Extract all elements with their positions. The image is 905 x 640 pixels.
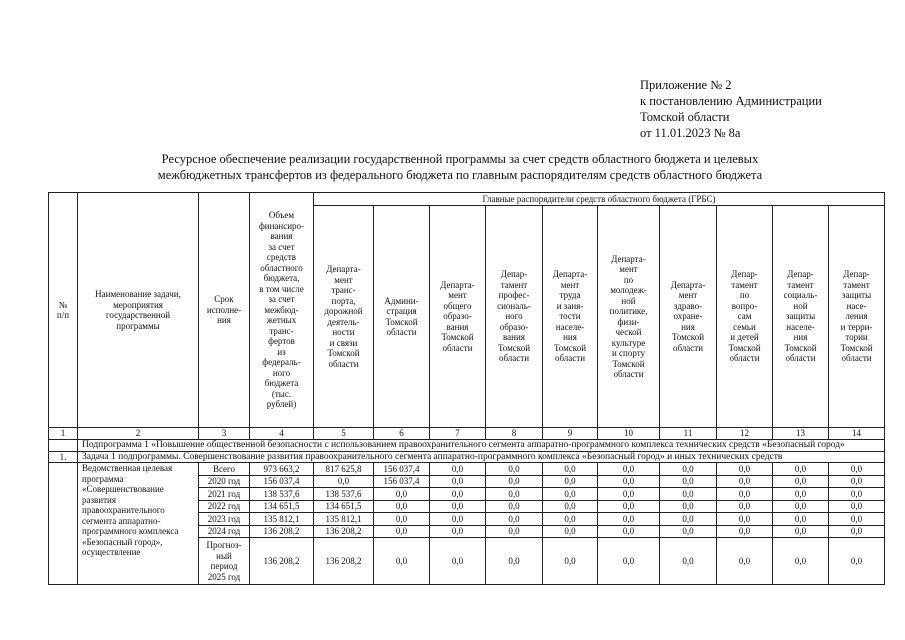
value-cell: 0,0 — [598, 488, 660, 501]
header-grbs: Департа- мент здраво- охране- ния Томской области — [660, 206, 717, 428]
value-cell: 0,0 — [660, 525, 717, 538]
task-number: 1. — [49, 451, 78, 463]
header-grbs: Департа- мент по молодеж- ной политике, физи- ческой культуре и спорту Томской области — [598, 206, 660, 428]
volume-cell: 156 037,4 — [250, 475, 314, 488]
term-cell: 2024 год — [199, 525, 250, 538]
value-cell: 0,0 — [660, 513, 717, 526]
value-cell: 0,0 — [717, 525, 773, 538]
value-cell: 0,0 — [543, 538, 598, 585]
value-cell: 0,0 — [829, 525, 885, 538]
value-cell: 0,0 — [773, 538, 829, 585]
header-grbs: Депар- тамент защиты насе- ления и терри- тории Томской области — [829, 206, 885, 428]
term-cell: 2021 год — [199, 488, 250, 501]
term-cell: Прогноз- ный период 2025 год — [199, 538, 250, 585]
value-cell: 0,0 — [543, 525, 598, 538]
appendix-line: Томской области — [640, 110, 730, 124]
volume-cell: 136 208,2 — [250, 538, 314, 585]
table-row — [49, 463, 885, 476]
term-cell: 2023 год — [199, 513, 250, 526]
value-cell: 0,0 — [430, 488, 486, 501]
value-cell: 0,0 — [773, 488, 829, 501]
value-cell: 0,0 — [717, 463, 773, 476]
column-number: 14 — [829, 428, 885, 440]
value-cell: 0,0 — [598, 500, 660, 513]
value-cell: 0,0 — [486, 500, 543, 513]
value-cell: 0,0 — [543, 500, 598, 513]
value-cell: 0,0 — [543, 463, 598, 476]
value-cell: 0,0 — [773, 475, 829, 488]
value-cell: 0,0 — [829, 513, 885, 526]
value-cell: 0,0 — [543, 513, 598, 526]
value-cell: 0,0 — [486, 463, 543, 476]
value-cell: 0,0 — [717, 538, 773, 585]
value-cell: 136 208,2 — [314, 525, 374, 538]
value-cell: 0,0 — [543, 475, 598, 488]
value-cell: 0,0 — [430, 463, 486, 476]
volume-cell: 136 208,2 — [250, 525, 314, 538]
value-cell: 0,0 — [486, 525, 543, 538]
header-name: Наименование задачи, мероприятия государственной программы — [78, 193, 199, 428]
value-cell: 0,0 — [314, 475, 374, 488]
column-number: 4 — [250, 428, 314, 440]
header-grbs-group: Главные распорядители средств областного бюджета (ГРБС) — [314, 193, 885, 206]
header-volume: Объем финансиро- вания за счет средств областного бюджета, в том числе за счет межбюд- жетных транс- фертов из федераль- ного бюджета (тыс. рублей) — [250, 193, 314, 428]
value-cell: 0,0 — [717, 488, 773, 501]
column-number: 6 — [374, 428, 430, 440]
value-cell: 0,0 — [598, 463, 660, 476]
value-cell: 0,0 — [543, 488, 598, 501]
header-grbs: Админи- страция Томской области — [374, 206, 430, 428]
value-cell: 0,0 — [829, 488, 885, 501]
value-cell: 138 537,6 — [314, 488, 374, 501]
value-cell: 0,0 — [598, 513, 660, 526]
value-cell: 0,0 — [374, 513, 430, 526]
value-cell: 156 037,4 — [374, 475, 430, 488]
value-cell: 0,0 — [486, 475, 543, 488]
appendix-line: к постановлению Администрации — [640, 94, 822, 108]
title-line: Ресурсное обеспечение реализации государственной программы за счет средств областного бюджета и целевых — [161, 152, 759, 166]
value-cell: 0,0 — [430, 475, 486, 488]
value-cell: 0,0 — [598, 538, 660, 585]
value-cell: 0,0 — [717, 513, 773, 526]
term-cell: Всего — [199, 463, 250, 476]
header-num: № п/п — [49, 193, 78, 428]
value-cell: 0,0 — [773, 525, 829, 538]
value-cell: 0,0 — [660, 488, 717, 501]
value-cell: 817 625,8 — [314, 463, 374, 476]
header-grbs: Департа- мент общего образо- вания Томской области — [430, 206, 486, 428]
header-term: Срок исполне- ния — [199, 193, 250, 428]
value-cell: 0,0 — [829, 538, 885, 585]
value-cell: 0,0 — [374, 525, 430, 538]
volume-cell: 973 663,2 — [250, 463, 314, 476]
value-cell: 0,0 — [773, 463, 829, 476]
task-row: Задача 1 подпрограммы. Совершенствование развития правоохранительного сегмента аппаратно-программного комплекса «Безопасный город» и иных технических средств — [78, 451, 885, 463]
volume-cell: 134 651,5 — [250, 500, 314, 513]
subprogram-row: Подпрограмма 1 «Повышение общественной безопасности с использованием правоохранительного сегмента аппаратно-программного комплекса технических средств «Безопасный город» — [78, 440, 885, 452]
column-number: 11 — [660, 428, 717, 440]
value-cell: 0,0 — [660, 538, 717, 585]
column-number: 3 — [199, 428, 250, 440]
value-cell: 0,0 — [598, 475, 660, 488]
header-grbs: Депар- тамент по вопро- сам семьи и детей Томской области — [717, 206, 773, 428]
value-cell: 0,0 — [486, 488, 543, 501]
document-title — [60, 151, 860, 183]
term-cell: 2022 год — [199, 500, 250, 513]
value-cell: 134 651,5 — [314, 500, 374, 513]
value-cell: 0,0 — [374, 500, 430, 513]
value-cell: 0,0 — [430, 500, 486, 513]
value-cell: 0,0 — [374, 538, 430, 585]
header-grbs: Департа- мент труда и заня- тости населе- ния Томской области — [543, 206, 598, 428]
measure-name: Ведомственная целевая программа «Совершенствование развития правоохранительного сегмента аппаратно-программного комплекса «Безопасный город», осуществление — [78, 463, 199, 585]
value-cell: 0,0 — [773, 500, 829, 513]
column-number: 1 — [49, 428, 78, 440]
title-line: межбюджетных трансфертов из федерального бюджета по главным распорядителям средств областного бюджета — [157, 168, 763, 182]
volume-cell: 138 537,6 — [250, 488, 314, 501]
appendix-block — [640, 77, 822, 141]
value-cell: 0,0 — [486, 538, 543, 585]
value-cell: 0,0 — [829, 500, 885, 513]
value-cell: 0,0 — [660, 463, 717, 476]
column-number: 5 — [314, 428, 374, 440]
column-number: 10 — [598, 428, 660, 440]
header-grbs: Департа- мент транс- порта, дорожной деятель- ности и связи Томской области — [314, 206, 374, 428]
volume-cell: 135 812,1 — [250, 513, 314, 526]
column-number: 12 — [717, 428, 773, 440]
column-number: 2 — [78, 428, 199, 440]
column-number: 9 — [543, 428, 598, 440]
value-cell: 0,0 — [430, 525, 486, 538]
appendix-line: от 11.01.2023 № 8а — [640, 126, 741, 140]
value-cell: 0,0 — [829, 463, 885, 476]
value-cell: 0,0 — [598, 525, 660, 538]
value-cell: 0,0 — [430, 513, 486, 526]
value-cell: 135 812,1 — [314, 513, 374, 526]
column-number: 7 — [430, 428, 486, 440]
value-cell: 0,0 — [717, 500, 773, 513]
value-cell: 136 208,2 — [314, 538, 374, 585]
value-cell: 0,0 — [430, 538, 486, 585]
header-grbs: Депар- тамент социаль- ной защиты населе- ния Томской области — [773, 206, 829, 428]
resource-table — [48, 192, 885, 585]
value-cell: 0,0 — [717, 475, 773, 488]
header-grbs: Депар- тамент профес- сиональ- ного образо- вания Томской области — [486, 206, 543, 428]
value-cell: 156 037,4 — [374, 463, 430, 476]
value-cell: 0,0 — [773, 513, 829, 526]
value-cell: 0,0 — [660, 475, 717, 488]
value-cell: 0,0 — [374, 488, 430, 501]
value-cell: 0,0 — [829, 475, 885, 488]
term-cell: 2020 год — [199, 475, 250, 488]
column-number: 13 — [773, 428, 829, 440]
appendix-line: Приложение № 2 — [640, 78, 732, 92]
value-cell: 0,0 — [660, 500, 717, 513]
column-number: 8 — [486, 428, 543, 440]
value-cell: 0,0 — [486, 513, 543, 526]
